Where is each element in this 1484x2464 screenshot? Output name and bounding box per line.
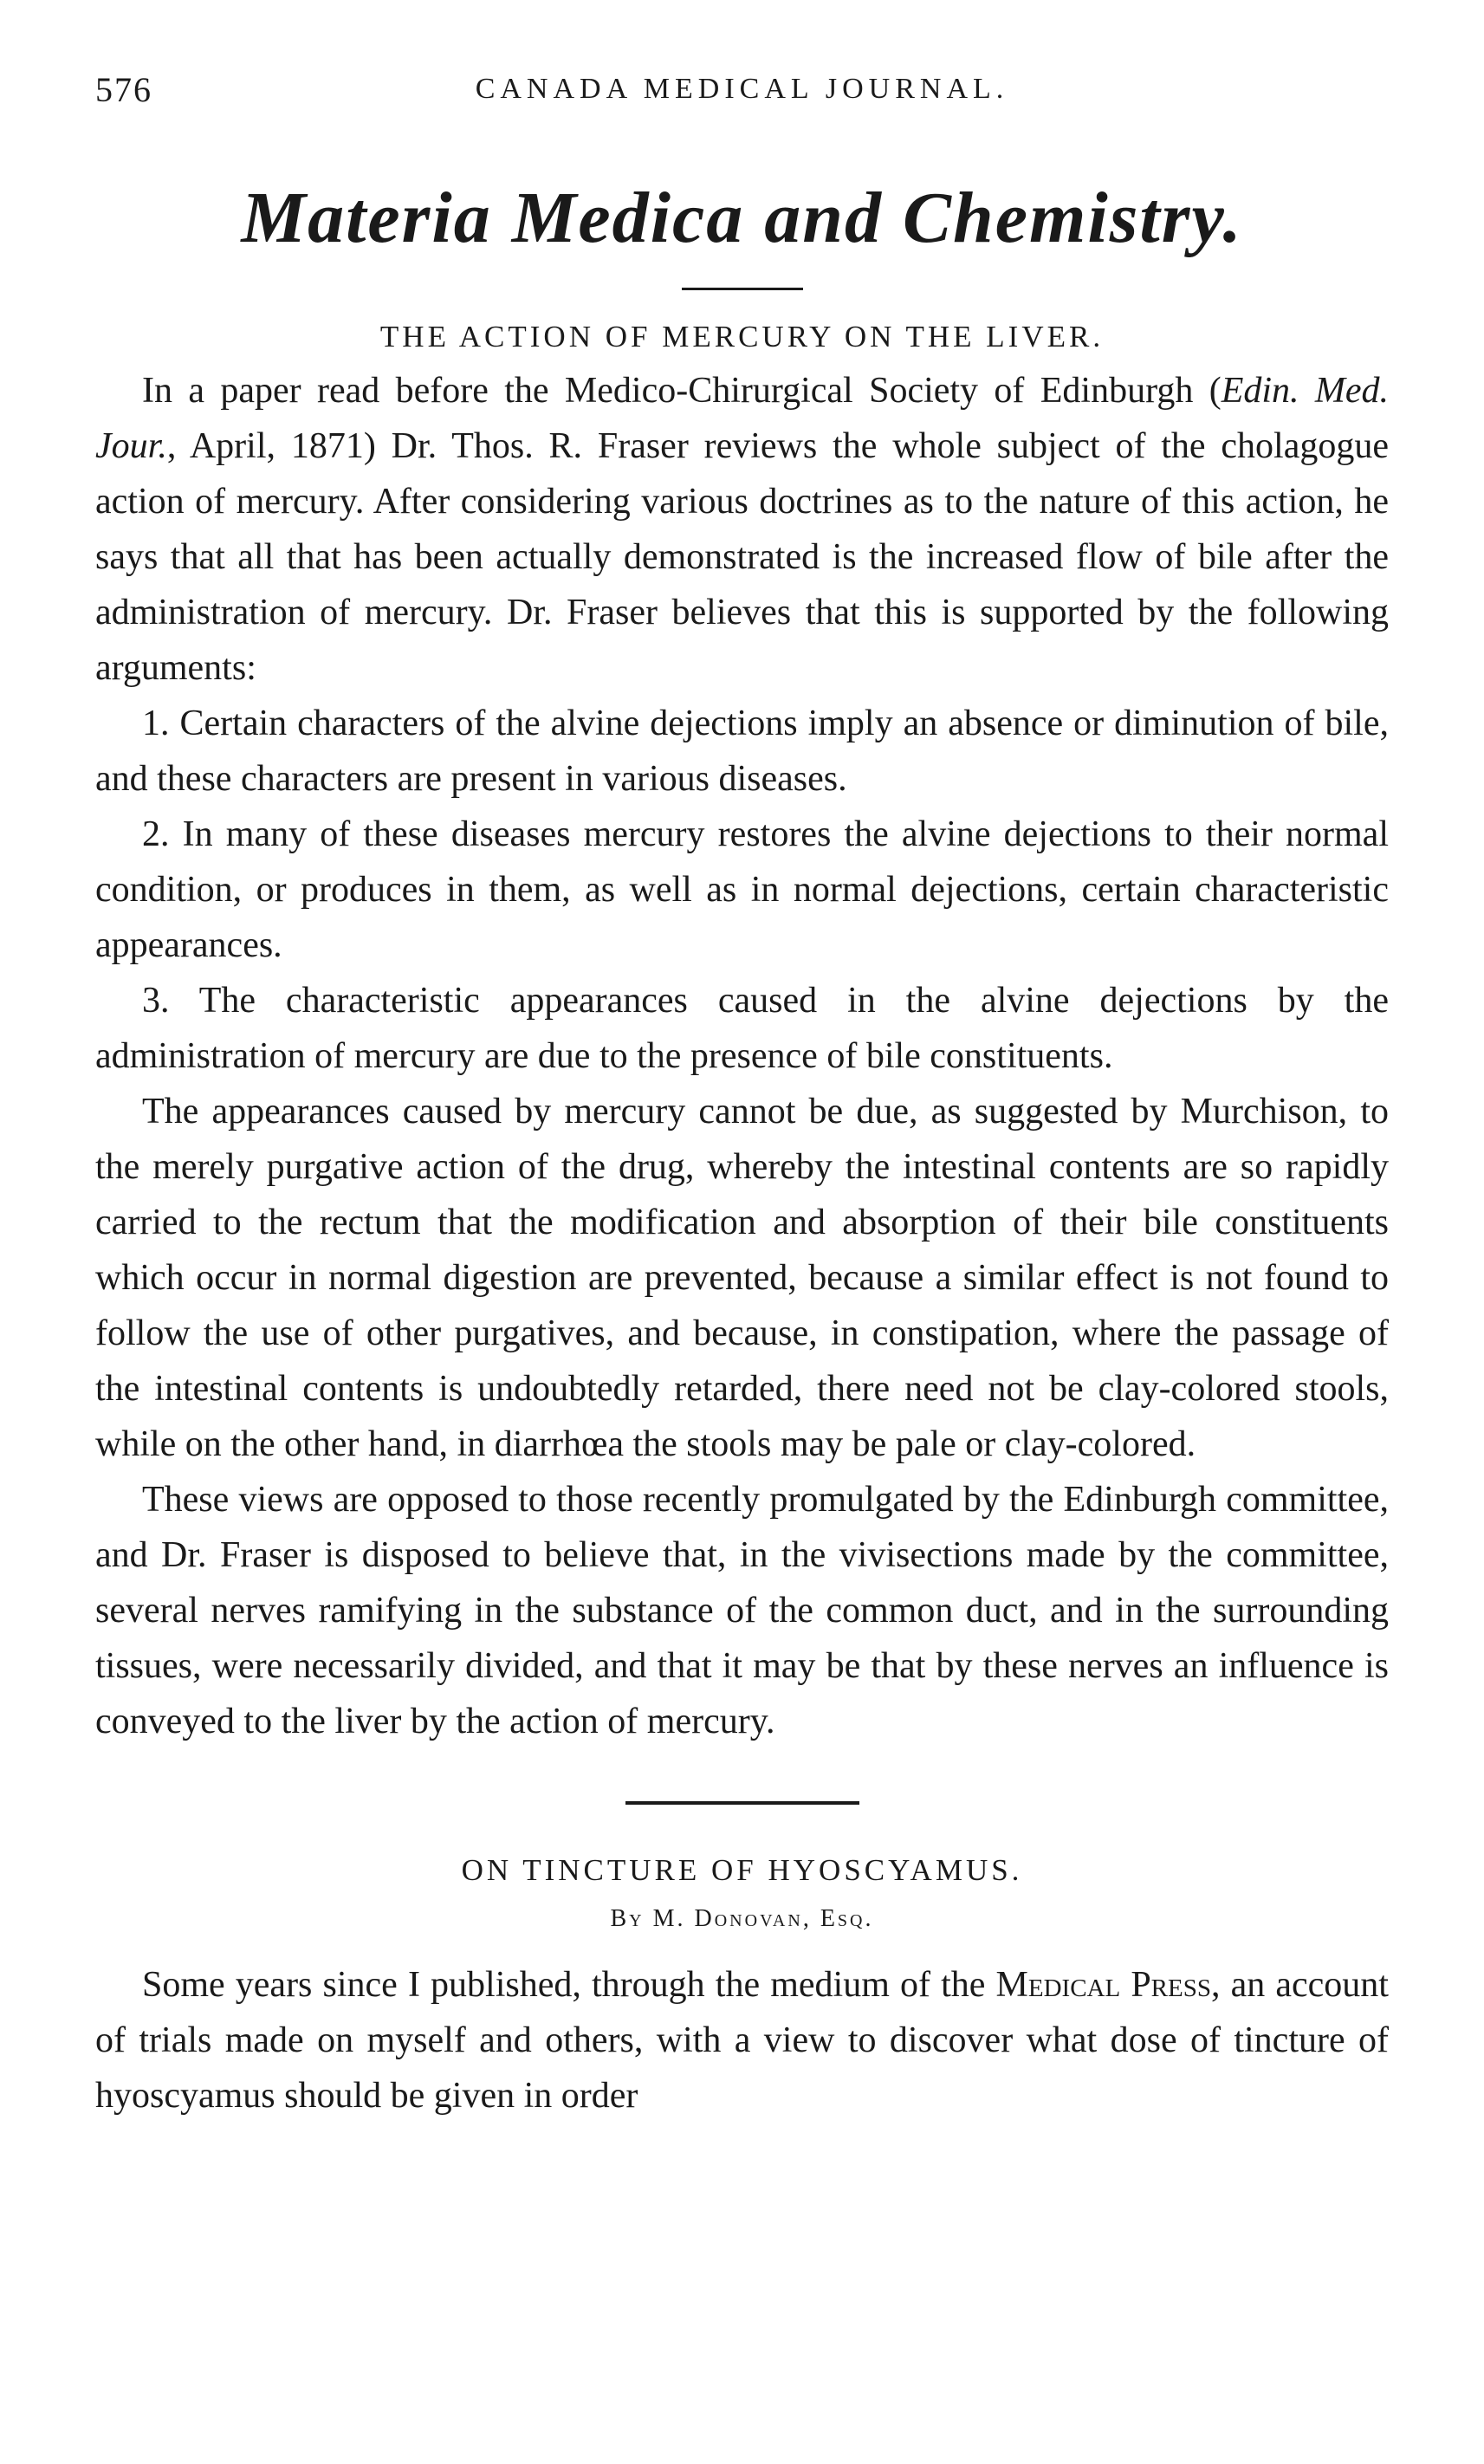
argument-item: 3. The characteristic appearances caused in the alvine dejections by the administration of mercury are due to the presence of bile constituents.	[95, 981, 1389, 1076]
paragraph-text: In a paper read before the Medico-Chirurgical Society of Edinburgh (	[142, 371, 1222, 411]
journal-title: CANADA MEDICAL JOURNAL.	[475, 73, 1009, 105]
paragraph-text: , April, 1871) Dr. Thos. R. Fraser reviews the whole subject of the cholagogue action of mercury. After considering various doctrines as to the nature of this action, he says that all that has been actually demonstrated is the increased flow of bile after the administration of mercury. Dr. Fraser believes that this is supported by the following arguments:	[95, 426, 1389, 688]
paragraph-text: , an account of trials made on myself and others, with a view to discover what dose of tincture of hyoscyamus should be given in order	[95, 1965, 1389, 2116]
page-number: 576	[95, 70, 152, 109]
article-body-hyoscyamus	[95, 1957, 1389, 2124]
article-title-hyoscyamus: ON TINCTURE OF HYOSCYAMUS.	[461, 1853, 1023, 1887]
paragraph	[95, 1957, 1389, 2124]
paragraph: The appearances caused by mercury cannot be due, as suggested by Murchison, to the merely purgative action of the drug, whereby the intestinal contents are so rapidly carried to the rectum that the modification and absorption of their bile constituents which occur in normal digestion are prevented, because a similar effect is not found to follow the use of other purgatives, and because, in constipation, where the passage of the intestinal contents is undoubtedly retarded, there need not be clay-colored stools, while on the other hand, in diarrhœa the stools may be pale or clay-colored.	[95, 1092, 1389, 1464]
section-divider	[682, 288, 803, 290]
argument-item: 1. Certain characters of the alvine dejections imply an absence or diminution of bile, and these characters are present in various diseases.	[95, 704, 1389, 799]
publication-name: Medical Press	[995, 1965, 1211, 2005]
argument-item: 2. In many of these diseases mercury restores the alvine dejections to their normal condition, or produces in them, as well as in normal dejections, certain characteristic appearances.	[95, 814, 1389, 965]
section-heading: Materia Medica and Chemistry.	[241, 178, 1243, 258]
article-body-mercury	[95, 363, 1389, 1749]
citation: Edin. Med. Jour.	[95, 371, 1390, 466]
running-head	[95, 43, 1389, 121]
paragraph	[95, 363, 1389, 696]
paragraph: These views are opposed to those recently promulgated by the Edinburgh committee, and Dr. Fraser is disposed to believe that, in the vivisections made by the committee, several nerves ramifying in the substance of the common duct, and in the surrounding tissues, were necessarily divided, and that it may be that by these nerves an influence is conveyed to the liver by the action of mercury.	[95, 1480, 1389, 1741]
article-title-mercury: THE ACTION OF MERCURY ON THE LIVER.	[379, 320, 1105, 353]
byline: By M. Donovan, Esq.	[610, 1905, 874, 1932]
article-divider	[625, 1801, 859, 1805]
paragraph-text: Some years since I published, through the medium of the	[142, 1965, 996, 2005]
